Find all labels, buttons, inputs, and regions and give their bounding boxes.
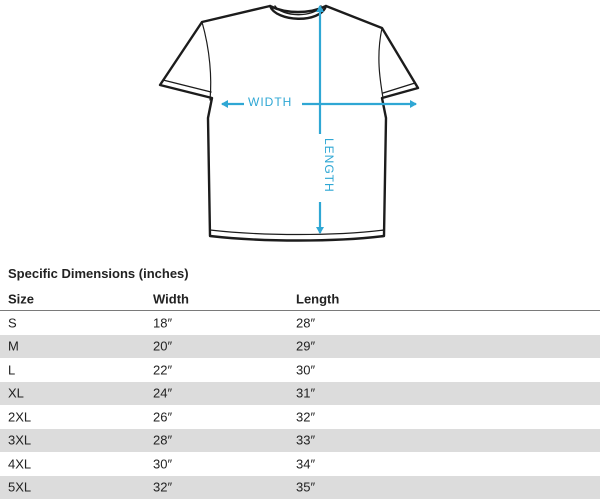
size-cell: L [8,362,15,377]
width-cell: 32″ [153,480,172,495]
width-cell: 22″ [153,362,172,377]
size-cell: 3XL [8,433,31,448]
size-cell: 5XL [8,480,31,495]
width-cell: 24″ [153,386,172,401]
table-row [0,405,600,429]
table-row [0,382,600,406]
table-header [0,287,600,311]
width-label: WIDTH [248,95,292,109]
length-cell: 32″ [296,409,315,424]
width-cell: 20″ [153,339,172,354]
length-cell: 35″ [296,480,315,495]
length-cell: 28″ [296,315,315,330]
table-row [0,335,600,359]
length-cell: 33″ [296,433,315,448]
size-cell: 2XL [8,409,31,424]
header-width: Width [153,291,189,306]
size-cell: S [8,315,17,330]
length-cell: 31″ [296,386,315,401]
width-cell: 18″ [153,315,172,330]
tshirt-outline [160,6,418,241]
table-row [0,476,600,499]
size-cell: M [8,339,19,354]
length-cell: 30″ [296,362,315,377]
table-row [0,358,600,382]
table-row [0,311,600,335]
width-cell: 26″ [153,409,172,424]
length-label: LENGTH [322,138,336,193]
length-cell: 29″ [296,339,315,354]
header-length: Length [296,291,339,306]
header-size: Size [8,291,34,306]
size-cell: XL [8,386,24,401]
table-row [0,452,600,476]
length-cell: 34″ [296,456,315,471]
table-row [0,429,600,453]
size-cell: 4XL [8,456,31,471]
width-cell: 28″ [153,433,172,448]
width-cell: 30″ [153,456,172,471]
table-title: Specific Dimensions (inches) [8,266,189,281]
size-chart-table [0,287,600,499]
